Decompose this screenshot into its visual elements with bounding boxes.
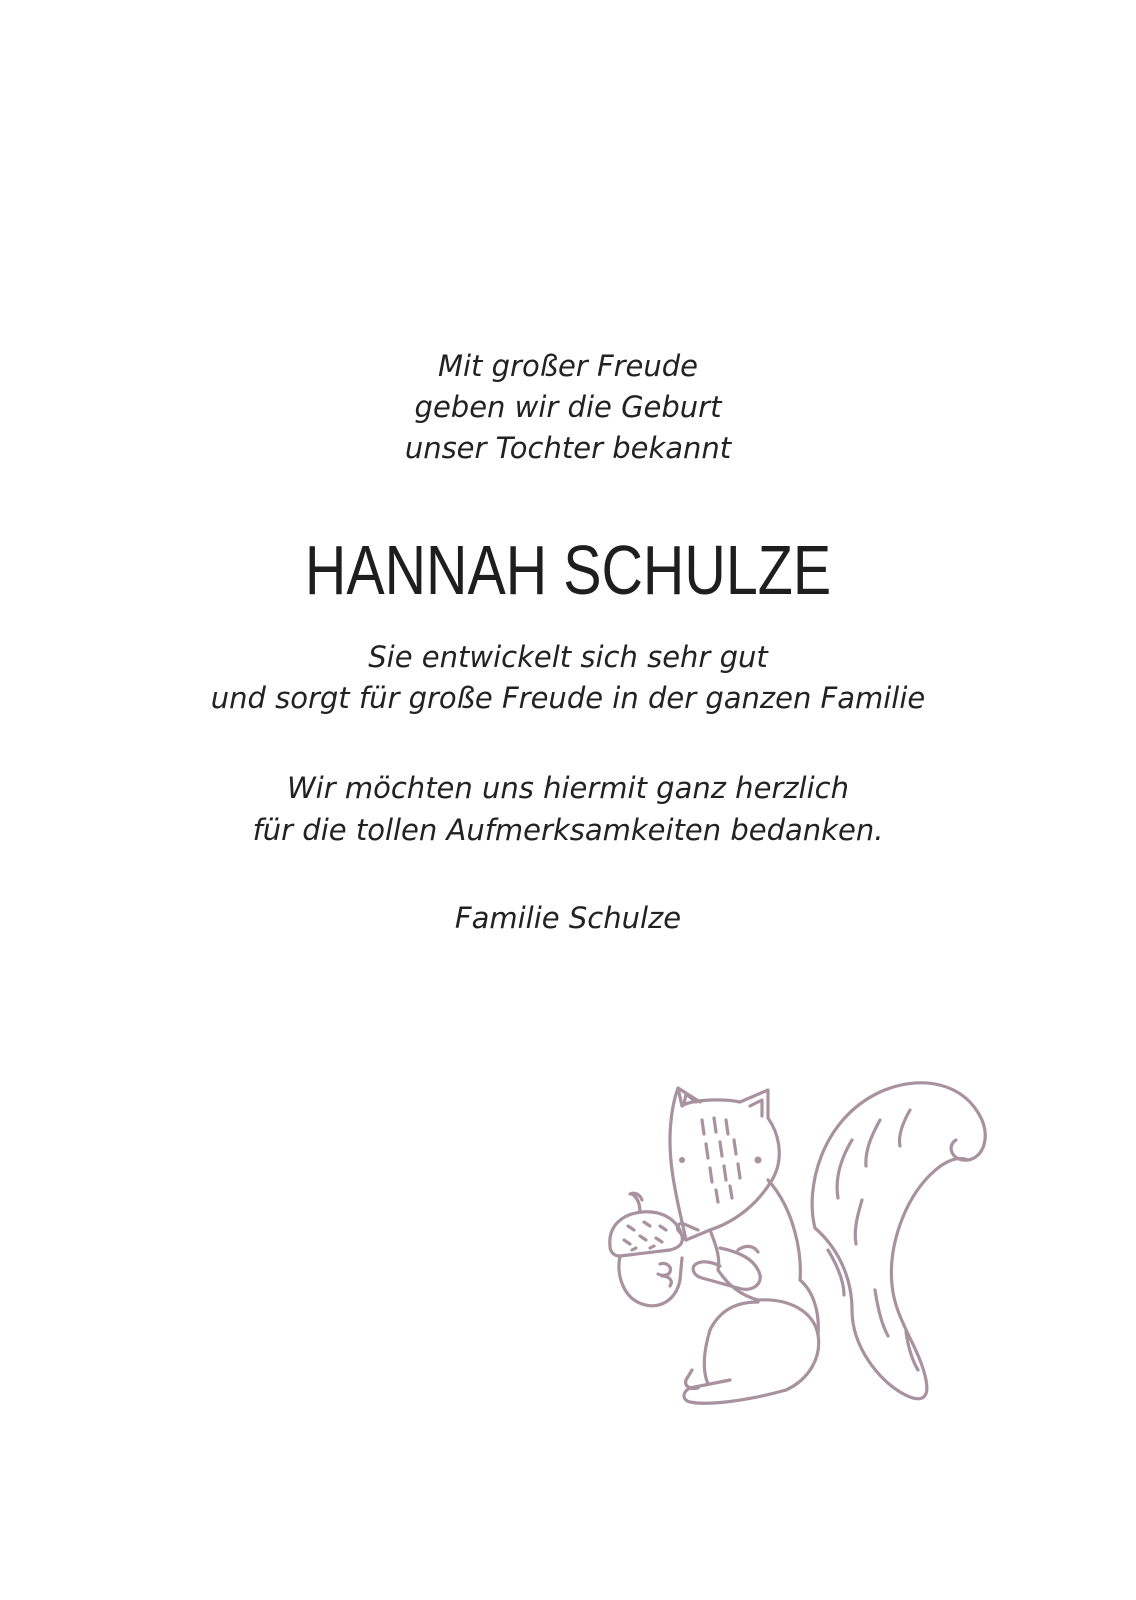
message-line-1: Sie entwickelt sich sehr gut: [368, 640, 768, 674]
signature: Familie Schulze: [454, 901, 682, 935]
intro-line-2: geben wir die Geburt: [414, 390, 722, 424]
squirrel-with-acorn-icon: [590, 1080, 1020, 1460]
thanks-line-2: für die tollen Aufmerksamkeiten bedanken.: [252, 813, 884, 847]
intro-line-3: unser Tochter bekannt: [404, 431, 732, 465]
intro-line-1: Mit großer Freude: [437, 349, 699, 383]
thanks-line-1: Wir möchten uns hiermit ganz herzlich: [287, 771, 849, 805]
message-line-2: und sorgt für große Freude in der ganzen Familie: [210, 681, 926, 715]
baby-name-heading: HANNAH SCHULZE: [304, 531, 832, 609]
